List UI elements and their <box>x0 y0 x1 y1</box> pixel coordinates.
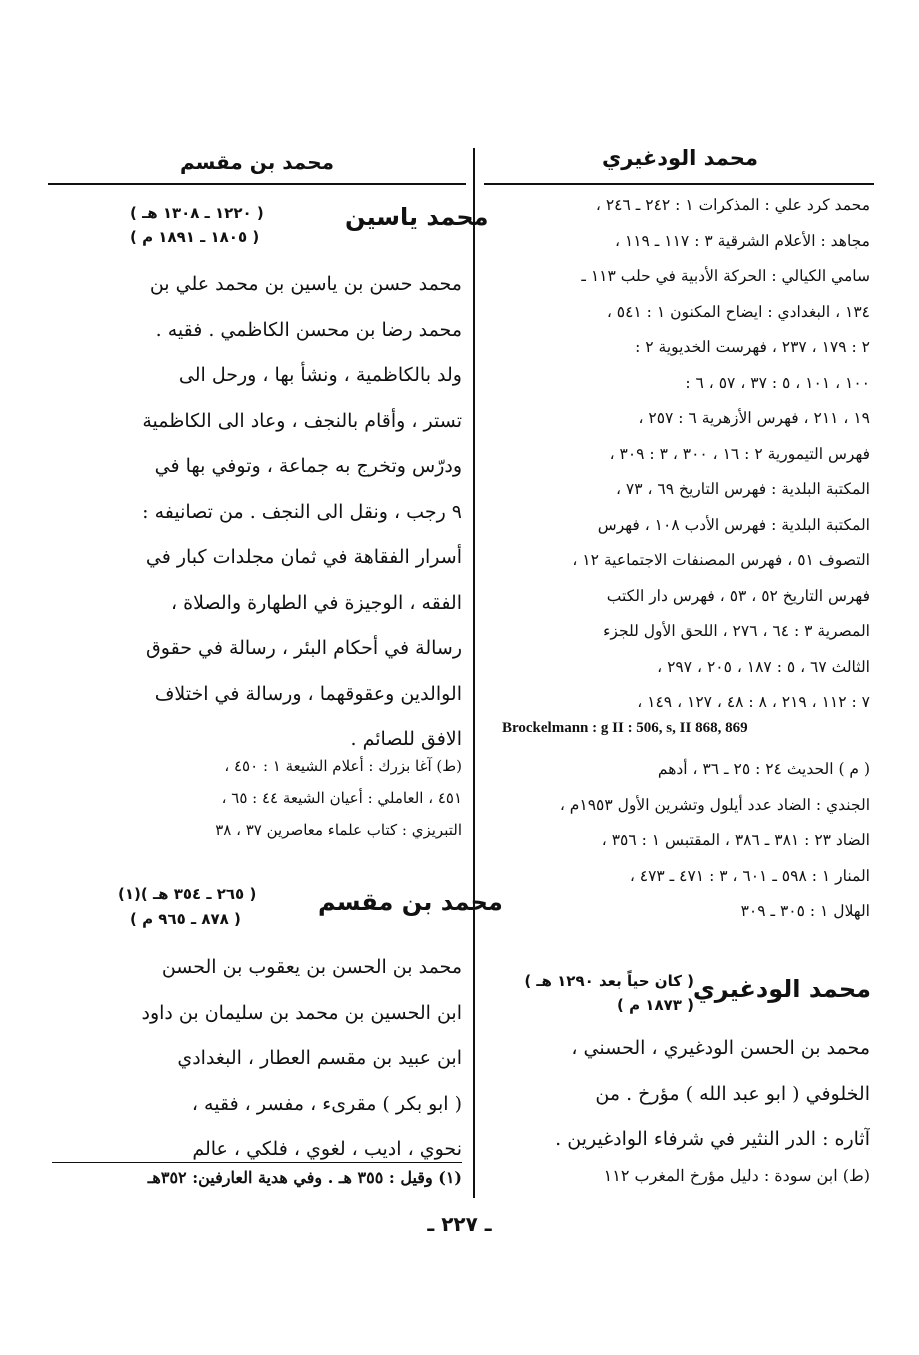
entry-dates-gregorian: ( ١٨٧٣ م ) <box>617 996 694 1014</box>
left-column-title: محمد بن مقسم <box>179 150 334 174</box>
source-line: ٧ : ١١٢ ، ٢١٩ ، ٨ : ٤٨ ، ١٢٧ ، ١٤٩ ، <box>637 693 870 711</box>
entry-name-muqsim: محمد بن مقسم <box>318 888 503 916</box>
bio-line: رسالة في أحكام البئر ، رسالة في حقوق <box>146 637 462 659</box>
source-line: فهرس التيمورية ٢ : ١٦ ، ٣٠٠ ، ٣ : ٣٠٩ ، <box>609 444 870 463</box>
column-divider <box>473 148 475 1198</box>
source-line: ٢ : ١٧٩ ، ٢٣٧ ، فهرست الخديوية ٢ : <box>635 338 870 356</box>
source-line: محمد كرد علي : المذكرات ١ : ٢٤٢ ـ ٢٤٦ ، <box>595 196 870 214</box>
bio-line: ابن عبيد بن مقسم العطار ، البغدادي <box>177 1047 462 1069</box>
bio-line: الخلوفي ( ابو عبد الله ) مؤرخ . من <box>595 1082 870 1105</box>
source-line: المكتبة البلدية : فهرس الأدب ١٠٨ ، فهرس <box>597 515 870 534</box>
source-line: ١٠٠ ، ١٠١ ، ٥ : ٣٧ ، ٥٧ ، ٦ : <box>685 373 870 392</box>
bio-line: محمد رضا بن محسن الكاظمي . فقيه . <box>155 318 462 341</box>
bio-line: نحوي ، اديب ، لغوي ، فلكي ، عالم <box>192 1138 462 1160</box>
entry-name-yasin: محمد ياسين <box>345 203 489 231</box>
source-line: الهلال ١ : ٣٠٥ ـ ٣٠٩ <box>740 902 870 920</box>
bio-line: الافق للصائم . <box>350 728 462 750</box>
bio-line: آثاره : الدر النثير في شرفاء الوادغيرين . <box>555 1128 870 1150</box>
reference-line: (ط) آغا بزرك : أعلام الشيعة ١ : ٤٥٠ ، <box>224 757 462 775</box>
page-number: ـ ٢٢٧ ـ <box>427 1212 492 1236</box>
entry-dates-hijri: ( كان حياً بعد ١٢٩٠ هـ ) <box>524 972 694 990</box>
source-line: الجندي : الضاد عدد أيلول وتشرين الأول ١٩٥٣م ، <box>559 795 870 814</box>
entry-references-yasin <box>52 750 462 846</box>
right-column-title: محمد الودغيري <box>602 146 758 170</box>
source-line: ١٩ ، ٢١١ ، فهرس الأزهرية ٦ : ٢٥٧ ، <box>638 409 870 427</box>
source-line: المكتبة البلدية : فهرس التاريخ ٦٩ ، ٧٣ ، <box>615 480 870 498</box>
bio-line: محمد بن الحسن الودغيري ، الحسني ، <box>571 1037 870 1059</box>
bio-line: أسرار الفقاهة في ثمان مجلدات كبار في <box>145 546 462 568</box>
source-line: التصوف ٥١ ، فهرس المصنفات الاجتماعية ١٢ ، <box>572 551 870 569</box>
source-line: الضاد ٢٣ : ٣٨١ ـ ٣٨٦ ، المقتبس ١ : ٣٥٦ ، <box>601 831 870 849</box>
source-line: سامي الكيالي : الحركة الأدبية في حلب ١١٣ ـ <box>581 267 870 285</box>
source-line: المصرية ٣ : ٦٤ ، ٢٧٦ ، اللحق الأول للجزء <box>603 622 870 640</box>
bio-line: ابن الحسين بن محمد بن سليمان بن داود <box>141 1001 462 1024</box>
sources-list-top <box>490 188 870 721</box>
bio-line: ( ابو بكر ) مقرىء ، مفسر ، فقيه ، <box>191 1092 462 1115</box>
entry-bio-wadghiri <box>490 1026 870 1163</box>
bio-line: تستر ، وأقام بالنجف ، وعاد الى الكاظمية <box>142 409 462 432</box>
bio-line: ٩ رجب ، ونقل الى النجف . من تصانيفه : <box>142 500 462 523</box>
source-line: فهرس التاريخ ٥٢ ، ٥٣ ، فهرس دار الكتب <box>606 586 870 605</box>
entry-bio-yasin <box>52 262 462 763</box>
entry-dates-hijri: ( ٢٦٥ ـ ٣٥٤ هـ )(١) <box>118 885 257 903</box>
entry-reference-wadghiri: (ط) ابن سودة : دليل مؤرخ المغرب ١١٢ <box>603 1166 870 1185</box>
left-header-rule <box>48 183 466 185</box>
bio-line: الفقه ، الوجيزة في الطهارة والصلاة ، <box>170 591 462 614</box>
entry-dates-gregorian: ( ٨٧٨ ـ ٩٦٥ م ) <box>130 910 241 928</box>
reference-line: ٤٥١ ، العاملي : أعيان الشيعة ٤٤ : ٦٥ ، <box>221 789 462 807</box>
footnote: (١) وقيل : ٣٥٥ هـ . وفي هدية العارفين: ٣٥٢هـ <box>147 1168 462 1187</box>
entry-dates-hijri: ( ١٢٢٠ ـ ١٣٠٨ هـ ) <box>130 204 264 222</box>
bio-line: ودرّس وتخرج به جماعة ، وتوفي بها في <box>154 455 462 477</box>
entry-name-wadghiri: محمد الودغيري <box>692 975 871 1003</box>
bio-line: ولد بالكاظمية ، ونشأ بها ، ورحل الى <box>178 364 462 386</box>
right-header-rule <box>484 183 874 185</box>
source-line: المنار ١ : ٥٩٨ ـ ٦٠١ ، ٣ : ٤٧١ ـ ٤٧٣ ، <box>629 866 870 885</box>
source-line: الثالث ٦٧ ، ٥ : ١٨٧ ، ٢٠٥ ، ٢٩٧ ، <box>657 657 870 676</box>
source-line: مجاهد : الأعلام الشرقية ٣ : ١١٧ ـ ١١٩ ، <box>614 231 870 250</box>
sources-periodicals <box>490 752 870 930</box>
bio-line: الوالدين وعقوقهما ، ورسالة في اختلاف <box>154 682 462 705</box>
source-line: ( م ) الحديث ٢٤ : ٢٥ ـ ٣٦ ، أدهم <box>657 760 870 778</box>
bio-line: محمد بن الحسن بن يعقوب بن الحسن <box>161 956 462 978</box>
brockelmann-reference: Brockelmann : g II : 506, s, II 868, 869 <box>502 720 748 736</box>
footnote-rule <box>52 1162 462 1163</box>
reference-line: التبريزي : كتاب علماء معاصرين ٣٧ ، ٣٨ <box>215 821 462 839</box>
bio-line: محمد حسن بن ياسين بن محمد علي بن <box>149 273 462 295</box>
entry-bio-muqsim <box>52 945 462 1173</box>
entry-dates-gregorian: ( ١٨٠٥ ـ ١٨٩١ م ) <box>130 228 260 246</box>
source-line: ١٣٤ ، البغدادي : ايضاح المكنون ١ : ٥٤١ ، <box>606 302 870 321</box>
